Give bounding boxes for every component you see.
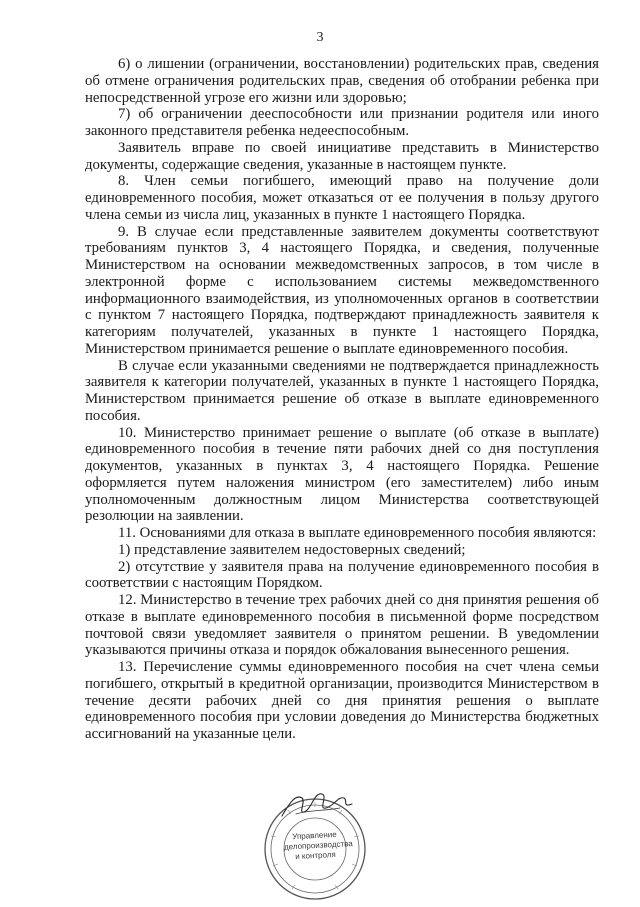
paragraph-item-7: 7) об ограничении дееспособности или признании родителя или иного законного представителя ребенка недееспособным.: [85, 106, 599, 139]
paragraph-clause-9: 9. В случае если представленные заявителем документы соответствуют требованиям пунктов 3, 4 настоящего Порядка, и сведения, полученные Министерством на основании межведомственных запросов, в том числе в электронной форме с использованием системы межведомственного информационного взаимодействия, из уполномоченных органов в соответствии с пунктом 7 настоящего Порядка, подтверждают принадлежность заявителя к категориям получателей, указанных в пункте 1 настоящего Порядка, Министерством принимается решение о выплате единовременного пособия.: [85, 223, 599, 357]
paragraph-clause-11: 11. Основаниями для отказа в выплате единовременного пособия являются:: [118, 525, 597, 541]
paragraph-clause-13: 13. Перечисление суммы единовременного пособия на счет члена семьи погибшего, открытый в кредитной организации, производится Министерством в течение десяти рабочих дней со дня принятия решения о выплате единовременного пособия при условии доведения до Министерства бюджетных ассигнований на указанные цели.: [85, 659, 599, 742]
paragraph-clause-11-item-2: 2) отсутствие у заявителя права на получение единовременного пособия в соответствии с настоящим Порядком.: [85, 558, 599, 592]
signature-icon: [278, 784, 358, 824]
page-number: 3: [316, 30, 324, 45]
stamp-center-text: [283, 829, 353, 862]
stamp-line: и контроля: [295, 849, 336, 862]
document-body: [85, 56, 599, 743]
paragraph-clause-8: 8. Член семьи погибшего, имеющий право на получение доли единовременного пособия, может отказаться от ее получения в пользу другого члена семьи из числа лиц, указанных в пункте 1 настоящего Порядка.: [85, 173, 599, 223]
paragraph-clause-12: 12. Министерство в течение трех рабочих дней со дня принятия решения об отказе в выплате единовременного пособия в письменной форме посредством почтовой связи уведомляет заявителя о принятом решении. В уведомлении указываются причины отказа и порядок обжалования вынесенного решения.: [85, 592, 599, 659]
paragraph-clause-9-refusal: В случае если указанными сведениями не подтверждается принадлежность заявителя к категории получателей, указанных в пункте 1 настоящего Порядка, Министерством принимается решение об отказе в выплате единовременного пособия.: [85, 357, 599, 424]
stamp-line: делопроизводства: [283, 839, 353, 852]
paragraph-clause-11-item-1: 1) представление заявителем недостоверных сведений;: [118, 541, 466, 558]
paragraph-applicant-right: Заявитель вправе по своей инициативе представить в Министерство документы, содержащие сведения, указанные в настоящем пункте.: [85, 139, 599, 173]
stamp-line: Управление: [291, 829, 337, 842]
paragraph-item-6: 6) о лишении (ограничении, восстановлении) родительских прав, сведения об отмене ограничения родительских прав, сведения об отобрании ребенка при непосредственной угрозе его жизни или здоровью;: [85, 56, 599, 106]
paragraph-clause-10: 10. Министерство принимает решение о выплате (об отказе в выплате) единовременного пособия в течение пяти рабочих дней со дня поступления документов, указанных в пунктах 3, 4 настоящего Порядка. Решение оформляется путем наложения министром (его заместителем) либо иным уполномоченным должностным лицом Министерства соответствующей резолюции на заявлении.: [85, 424, 599, 525]
